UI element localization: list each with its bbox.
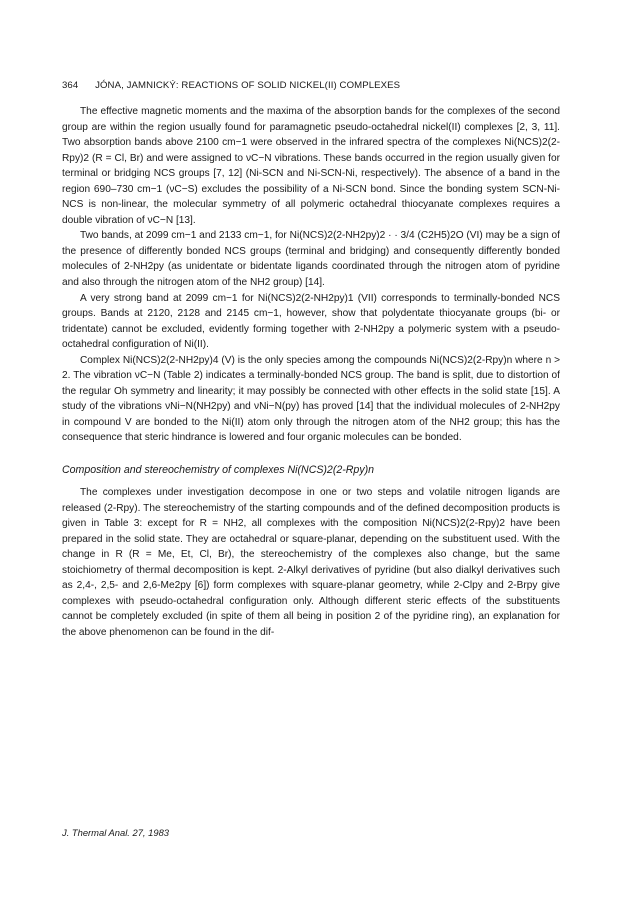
article-body — [62, 104, 560, 641]
paragraph: Two bands, at 2099 cm−1 and 2133 cm−1, for Ni(NCS)2(2-NH2py)2 · · 3/4 (C2H5)2O (VI) may be a sign of the presence of differently bonded NCS groups (terminal and bridging) and consequently differently bonded molecules of 2-NH2py (as unidentate or bidentate ligands coordinated through the nitrogen atom of pyridine and also through the nitrogen atom of the NH2 group) [14]. — [62, 230, 560, 289]
paragraph: The complexes under investigation decompose in one or two steps and volatile nitrogen ligands are released (2-Rpy). The stereochemistry of the starting compounds and of the defined decomposition products is given in Table 3: except for R = NH2, all complexes with the composition Ni(NCS)2(2-Rpy)2 have been prepared in the solid state. They are octahedral or square-planar, depending on the substituent used. With the change in R (R = Me, Et, Cl, Br), the stereochemistry of the complexes also change, but the same stoichiometry of thermal decomposition is kept. 2-Alkyl derivatives of pyridine (but also dialkyl derivatives such as 2,4-, 2,5- and 2,6-Me2py [6]) form complexes with square-planar geometry, while 2-Clpy and 2-Brpy give complexes with pseudo-octahedral configuration only. Although different steric effects of the substituents cannot be completely excluded (in spite of them all being in position 2 of the pyridine ring), an explanation for the above phenomenon can be found in the dif- — [62, 487, 560, 638]
running-title: JÓNA, JAMNICKÝ: REACTIONS OF SOLID NICKEL(II) COMPLEXES — [95, 80, 401, 91]
page-number: 364 — [62, 80, 79, 91]
paragraph: A very strong band at 2099 cm−1 for Ni(NCS)2(2-NH2py)1 (VII) corresponds to terminally-bonded NCS groups. Bands at 2120, 2128 and 2145 cm−1, however, show that polydentate thiocyanate groups (bi- or tridentate) cannot be excluded, evidently forming together with 2-NH2py a polymeric system with a pseudo-octahedral configuration of Ni(II). — [62, 292, 560, 351]
paragraph: Complex Ni(NCS)2(2-NH2py)4 (V) is the only species among the compounds Ni(NCS)2(2-Rpy)n where n > 2. The vibration νC−N (Table 2) indicates a terminally-bonded NCS group. The band is split, due to distortion of the regular Oh symmetry and linearity; it may possibly be connected with other effects in the solid state [15]. A study of the vibrations νNi−N(NH2py) and νNi−N(py) has proved [14] that the individual molecules of 2-NH2py in compound V are bonded to the Ni(II) atom only through the nitrogen atom of the NH2 group; this has the consequence that steric hindrance is lowered and four organic molecules can be bonded. — [62, 354, 560, 444]
running-header — [62, 80, 400, 91]
journal-footer: J. Thermal Anal. 27, 1983 — [62, 827, 170, 838]
section-heading: Composition and stereochemistry of complexes Ni(NCS)2(2-Rpy)n — [62, 464, 375, 477]
paragraph: The effective magnetic moments and the maxima of the absorption bands for the complexes of the second group are within the region usually found for paramagnetic pseudo-octahedral nickel(II) complexes [2, 3, 11]. Two absorption bands above 2100 cm−1 were observed in the infrared spectra of the complexes Ni(NCS)2(2-Rpy)2 (R = Cl, Br) and were assigned to νC−N vibrations. These bands occurred in the region usually given for terminal or bridging NCS groups [7, 12] (Ni-SCN and Ni-SCN-Ni, respectively). The absence of a band in the region 690–730 cm−1 (νC−S) excludes the possibility of a Ni-SCN bond. Since the bonding system SCN-Ni-NCS is non-linear, the molecular symmetry of all polymeric octahedral thiocyanate complexes requires a double vibration of νC−N [13]. — [62, 106, 560, 226]
body-section-1 — [62, 104, 560, 446]
body-section-2 — [62, 485, 560, 640]
